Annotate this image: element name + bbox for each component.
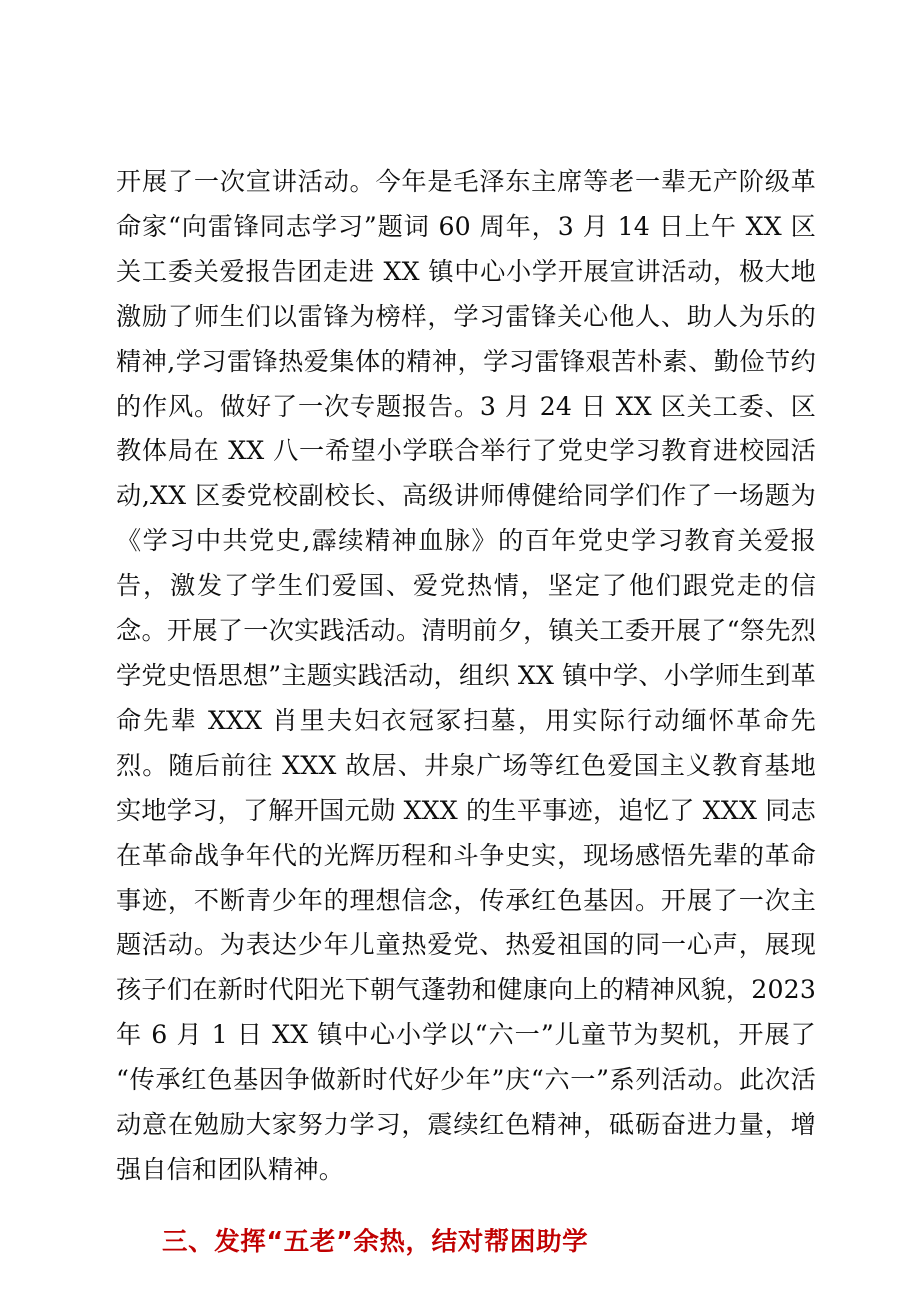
body-paragraph: 开展了一次宣讲活动。今年是毛泽东主席等老一辈无产阶级革命家“向雷锋同志学习”题词 60 周年，3 月 14 日上午 XX 区关工委关爱报告团走进 XX 镇中心小学开展宣讲活动，极大地激励了师生们以雷锋为榜样，学习雷锋关心他人、助人为乐的精神,学习雷锋热爱集体的精神，学习雷锋艰苦朴素、勤俭节约的作风。做好了一次专题报告。3 月 24 日 XX 区关工委、区教体局在 XX 八一希望小学联合举行了党史学习教育进校园活动,XX 区委党校副校长、高级讲师傅健给同学们作了一场题为《学习中共党史,霹续精神血脉》的百年党史学习教育关爱报告，激发了学生们爱国、爱党热情，坚定了他们跟党走的信念。开展了一次实践活动。清明前夕，镇关工委开展了“祭先烈学党史悟思想”主题实践活动，组织 XX 镇中学、小学师生到革命先辈 XXX 肖里夫妇衣冠冢扫墓，用实际行动缅怀革命先烈。随后前往 XXX 故居、井泉广场等红色爱国主义教育基地实地学习，了解开国元勋 XXX 的生平事迹，追忆了 XXX 同志在革命战争年代的光辉历程和斗争史实，现场感悟先辈的革命事迹，不断青少年的理想信念，传承红色基因。开展了一次主题活动。为表达少年儿童热爱党、热爱祖国的同一心声，展现孩子们在新时代阳光下朝气蓬勃和健康向上的精神风貌，2023 年 6 月 1 日 XX 镇中心小学以“六一”儿童节为契机，开展了“传承红色基因争做新时代好少年”庆“六一”系列活动。此次活动意在勉励大家努力学习，震续红色精神，砥砺奋进力量，增强自信和团队精神。 [116,167,816,1184]
page-content [116,160,816,1265]
section-heading-three: 三、发挥“五老”余热，结对帮困助学 [162,1226,589,1257]
